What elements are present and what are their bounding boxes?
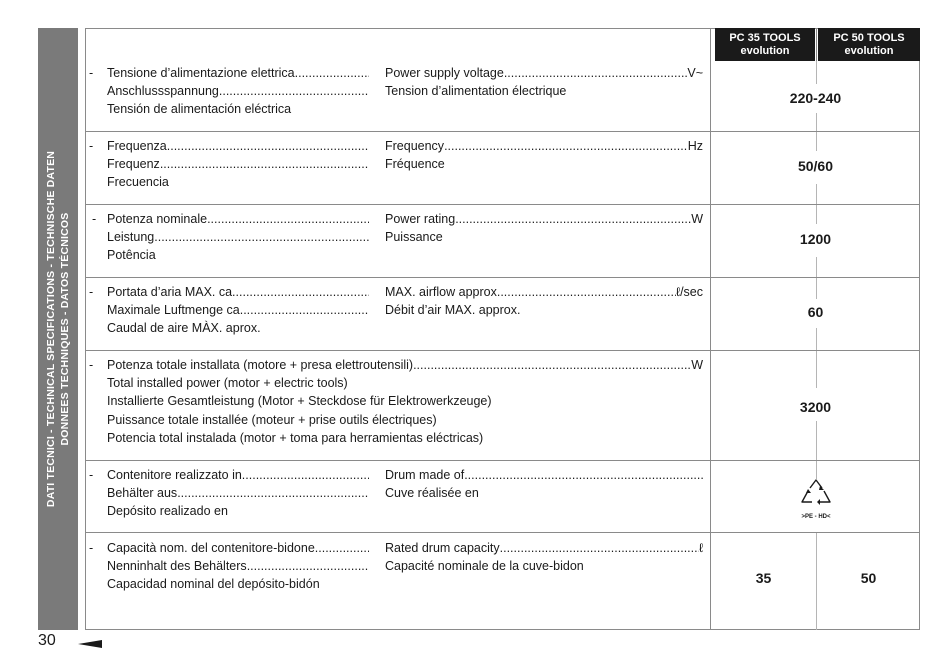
label-it: Portata d’aria MAX. ca. bbox=[107, 285, 236, 299]
row-separator bbox=[86, 532, 920, 533]
label-fr: Tension d’alimentation électrique bbox=[385, 84, 567, 99]
column-tick bbox=[816, 113, 817, 151]
label-de: Maximale Luftmenge ca. bbox=[107, 303, 244, 318]
symbol-label: >PE - HD< bbox=[801, 514, 831, 520]
row-separator bbox=[86, 204, 920, 205]
column-tick bbox=[816, 61, 817, 84]
row-separator bbox=[86, 277, 920, 278]
column-tick bbox=[816, 257, 817, 299]
unit: Hz bbox=[687, 139, 703, 153]
label-it: Contenitore realizzato in bbox=[107, 468, 242, 482]
row-separator bbox=[86, 460, 920, 461]
row-dash: - bbox=[89, 139, 94, 153]
value-total-power: 3200 bbox=[799, 399, 832, 415]
row-dash: - bbox=[89, 285, 94, 299]
row-dash: - bbox=[89, 541, 94, 555]
label-en: Rated drum capacity bbox=[385, 541, 500, 555]
label-en: Power rating bbox=[385, 212, 456, 226]
section-title-line1: DATI TECNICI - TECHNICAL SPECIFICATIONS - TECHNISCHE DATEN bbox=[45, 150, 57, 508]
unit: W bbox=[691, 212, 703, 226]
label-en: Total installed power (motor + electric tools) bbox=[107, 376, 348, 391]
label-es: Capacidad nominal del depósito-bidón bbox=[107, 577, 320, 592]
row-dash: - bbox=[89, 468, 94, 482]
value-power: 1200 bbox=[799, 231, 832, 247]
row-separator bbox=[86, 350, 920, 351]
recycling-triangle-icon bbox=[796, 478, 836, 520]
label-fr: Débit d’air MAX. approx. bbox=[385, 303, 521, 318]
label-it: Tensione d’alimentazione elettrica bbox=[107, 66, 295, 80]
label-de: Behälter aus bbox=[107, 486, 178, 501]
header-divider bbox=[816, 28, 817, 61]
row-dash: - bbox=[89, 66, 94, 80]
label-es: Depósito realizado en bbox=[107, 504, 228, 519]
unit: ℓ/sec bbox=[676, 285, 703, 299]
label-de: Frequenz bbox=[107, 157, 160, 172]
label-es: Potência bbox=[107, 248, 156, 263]
label-fr: Fréquence bbox=[385, 157, 445, 172]
label-en: MAX. airflow approx. bbox=[385, 285, 501, 299]
label-fr: Capacité nominale de la cuve-bidon bbox=[385, 559, 584, 574]
unit: W bbox=[691, 358, 703, 372]
row-dash: - bbox=[92, 212, 97, 226]
label-it: Potenza nominale bbox=[107, 212, 208, 226]
section-title bbox=[44, 49, 72, 609]
label-fr: Puissance totale installée (moteur + prise outils électriques) bbox=[107, 412, 437, 427]
label-it: Potenza totale installata (motore + presa elettroutensili) bbox=[107, 358, 414, 372]
header-pc35 bbox=[715, 28, 815, 61]
column-tick bbox=[816, 421, 817, 479]
label-de: Leistung bbox=[107, 230, 155, 245]
row-separator bbox=[86, 131, 920, 132]
column-tick bbox=[816, 328, 817, 388]
row-dash: - bbox=[89, 358, 94, 372]
header-pc35-name: PC 35 TOOLS bbox=[729, 31, 801, 44]
value-voltage: 220-240 bbox=[789, 90, 842, 106]
left-arrow-icon bbox=[78, 636, 102, 654]
label-de: Installierte Gesamtleistung (Motor + Steckdose für Elektrowerkzeuge) bbox=[107, 394, 492, 409]
label-es: Frecuencia bbox=[107, 175, 169, 190]
label-es: Caudal de aire MÀX. aprox. bbox=[107, 321, 261, 336]
header-pc35-sub: evolution bbox=[740, 44, 790, 57]
label-en: Frequency bbox=[385, 139, 445, 153]
column-divider bbox=[710, 28, 711, 630]
unit: V~ bbox=[687, 66, 703, 80]
value-airflow: 60 bbox=[807, 304, 824, 320]
label-it: Capacità nom. del contenitore-bidone bbox=[107, 541, 315, 555]
value-capacity-pc35: 35 bbox=[755, 570, 772, 586]
section-title-line2: DONNEES TECHNIQUES - DATOS TÉCNICOS bbox=[59, 212, 71, 446]
label-de: Nenninhalt des Behälters bbox=[107, 559, 247, 574]
value-frequency: 50/60 bbox=[797, 158, 834, 174]
value-capacity-pc50: 50 bbox=[860, 570, 877, 586]
header-pc50-sub: evolution bbox=[844, 44, 894, 57]
label-en: Drum made of bbox=[385, 468, 465, 482]
label-es: Tensión de alimentación eléctrica bbox=[107, 102, 292, 117]
label-fr: Cuve réalisée en bbox=[385, 486, 479, 501]
page-number: 30 bbox=[38, 632, 56, 649]
label-de: Anschlussspannung bbox=[107, 84, 219, 99]
unit: ℓ bbox=[698, 541, 703, 555]
label-en: Power supply voltage bbox=[385, 66, 504, 80]
label-it: Frequenza bbox=[107, 139, 167, 153]
header-pc50-name: PC 50 TOOLS bbox=[833, 31, 905, 44]
header-pc50 bbox=[818, 28, 920, 61]
label-fr: Puissance bbox=[385, 230, 443, 245]
label-es: Potencia total instalada (motor + toma para herramientas eléctricas) bbox=[107, 430, 484, 445]
